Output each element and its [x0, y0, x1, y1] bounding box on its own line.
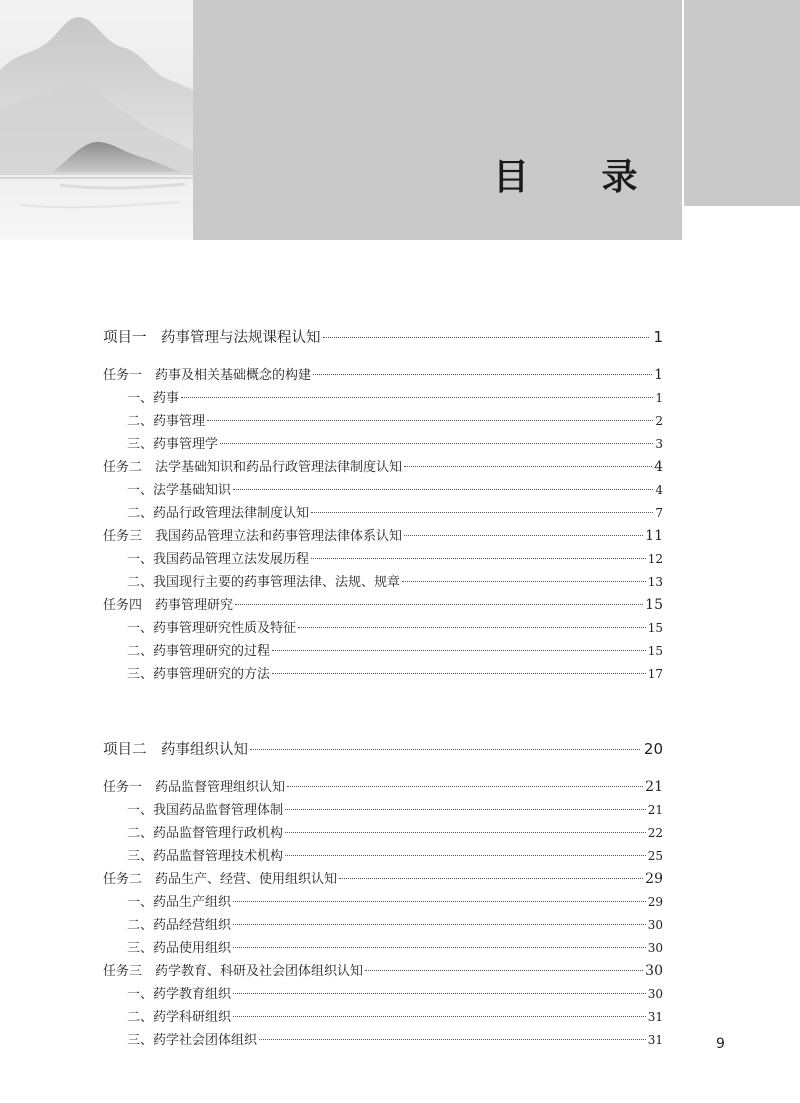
dot-leader	[233, 901, 646, 902]
toc-item[interactable]	[103, 891, 663, 914]
page-number: 9	[716, 1036, 725, 1052]
toc-task[interactable]	[103, 594, 663, 617]
toc-item-page: 4	[655, 483, 663, 497]
toc-item[interactable]	[103, 617, 663, 640]
toc-task-label: 任务四 药事管理研究	[103, 598, 234, 613]
toc-item-label: 一、法学基础知识	[127, 483, 232, 498]
dot-leader	[235, 604, 643, 605]
toc-item-label: 一、我国药品监督管理体制	[127, 803, 284, 818]
dot-leader	[250, 749, 640, 750]
toc-task-label: 任务三 药学教育、科研及社会团体组织认知	[103, 964, 364, 979]
dot-leader	[233, 993, 646, 994]
toc-project[interactable]	[103, 738, 663, 768]
toc-project-page: 20	[643, 740, 663, 758]
toc-item-page: 15	[647, 621, 663, 635]
toc-item[interactable]	[103, 822, 663, 845]
toc-item-page: 2	[655, 414, 663, 428]
toc-item[interactable]	[103, 845, 663, 868]
toc-item[interactable]	[103, 410, 663, 433]
toc-item[interactable]	[103, 1006, 663, 1029]
dot-leader	[220, 443, 653, 444]
toc-task[interactable]	[103, 456, 663, 479]
toc-item[interactable]	[103, 937, 663, 960]
toc-item-label: 二、药品监督管理行政机构	[127, 826, 284, 841]
toc-task-page: 29	[645, 871, 663, 887]
dot-leader	[311, 512, 653, 513]
dot-leader	[287, 786, 643, 787]
dot-leader	[233, 924, 646, 925]
toc-item[interactable]	[103, 387, 663, 410]
dot-leader	[285, 809, 646, 810]
toc-item-label: 三、药品监督管理技术机构	[127, 849, 284, 864]
toc-item-label: 一、药事	[127, 391, 180, 406]
toc-project-label: 项目一 药事管理与法规课程认知	[103, 330, 321, 346]
toc-item-page: 12	[647, 552, 663, 566]
toc-item-page: 25	[647, 849, 663, 863]
dot-leader	[233, 489, 653, 490]
toc-item-page: 7	[655, 506, 663, 520]
toc-task[interactable]	[103, 960, 663, 983]
toc-item-page: 3	[655, 437, 663, 451]
toc-item-page: 15	[647, 644, 663, 658]
dot-leader	[272, 673, 646, 674]
dot-leader	[285, 855, 646, 856]
dot-leader	[404, 466, 652, 467]
toc-item[interactable]	[103, 548, 663, 571]
toc-item-page: 1	[655, 391, 663, 405]
toc-item[interactable]	[103, 1029, 663, 1052]
toc-item-label: 一、药学教育组织	[127, 987, 232, 1002]
toc-task-label: 任务二 法学基础知识和药品行政管理法律制度认知	[103, 460, 403, 475]
toc-item-page: 29	[647, 895, 663, 909]
toc-item-label: 一、药事管理研究性质及特征	[127, 621, 297, 636]
header-tab	[682, 0, 800, 206]
dot-leader	[207, 420, 653, 421]
toc-project-page: 1	[653, 328, 663, 346]
toc-item-label: 三、药学社会团体组织	[127, 1033, 258, 1048]
toc-task-page: 4	[654, 459, 663, 475]
toc-item-page: 22	[647, 826, 663, 840]
toc-task[interactable]	[103, 525, 663, 548]
dot-leader	[233, 1016, 646, 1017]
toc-task[interactable]	[103, 868, 663, 891]
toc-task-label: 任务一 药品监督管理组织认知	[103, 780, 286, 795]
toc-item-label: 二、药品行政管理法律制度认知	[127, 506, 310, 521]
toc-item[interactable]	[103, 914, 663, 937]
toc-item-page: 17	[647, 667, 663, 681]
toc-item-label: 三、药事管理研究的方法	[127, 667, 271, 682]
toc-item-page: 13	[647, 575, 663, 589]
toc-task[interactable]	[103, 776, 663, 799]
dot-leader	[181, 397, 653, 398]
toc-task-page: 11	[645, 528, 663, 544]
header-illustration	[0, 0, 193, 240]
toc-item-label: 一、药品生产组织	[127, 895, 232, 910]
toc-item-label: 二、药事管理	[127, 414, 206, 429]
dot-leader	[365, 970, 643, 971]
dot-leader	[323, 337, 650, 338]
dot-leader	[339, 878, 643, 879]
toc-task-page: 1	[654, 367, 663, 383]
dot-leader	[272, 650, 646, 651]
toc-task-page: 15	[645, 597, 663, 613]
toc-task-page: 21	[645, 779, 663, 795]
toc-item[interactable]	[103, 479, 663, 502]
toc-task-label: 任务一 药事及相关基础概念的构建	[103, 368, 312, 383]
ink-landscape-icon	[0, 0, 193, 240]
toc-item-label: 三、药事管理学	[127, 437, 219, 452]
toc-item-label: 二、药事管理研究的过程	[127, 644, 271, 659]
dot-leader	[298, 627, 646, 628]
toc-item[interactable]	[103, 640, 663, 663]
toc-item[interactable]	[103, 571, 663, 594]
toc-item-page: 30	[647, 987, 663, 1001]
dot-leader	[311, 558, 646, 559]
toc-item[interactable]	[103, 433, 663, 456]
table-of-contents	[103, 320, 663, 1052]
toc-item-page: 31	[647, 1033, 663, 1047]
page-title: 目 录	[493, 156, 668, 198]
dot-leader	[404, 535, 643, 536]
toc-item-label: 二、药学科研组织	[127, 1010, 232, 1025]
toc-item-page: 31	[647, 1010, 663, 1024]
toc-item-label: 一、我国药品管理立法发展历程	[127, 552, 310, 567]
toc-item-label: 三、药品使用组织	[127, 941, 232, 956]
toc-item[interactable]	[103, 502, 663, 525]
toc-task-page: 30	[645, 963, 663, 979]
toc-item-page: 21	[647, 803, 663, 817]
toc-task[interactable]	[103, 364, 663, 387]
toc-project-label: 项目二 药事组织认知	[103, 742, 248, 758]
dot-leader	[313, 374, 652, 375]
dot-leader	[259, 1039, 646, 1040]
toc-project[interactable]	[103, 326, 663, 356]
toc-item-page: 30	[647, 941, 663, 955]
toc-task-label: 任务三 我国药品管理立法和药事管理法律体系认知	[103, 529, 403, 544]
toc-item-label: 二、我国现行主要的药事管理法律、法规、规章	[127, 575, 401, 590]
dot-leader	[402, 581, 646, 582]
dot-leader	[285, 832, 646, 833]
toc-item-page: 30	[647, 918, 663, 932]
toc-item[interactable]	[103, 799, 663, 822]
header-band	[193, 0, 682, 240]
toc-task-label: 任务二 药品生产、经营、使用组织认知	[103, 872, 338, 887]
dot-leader	[233, 947, 646, 948]
toc-item[interactable]	[103, 663, 663, 686]
toc-item[interactable]	[103, 983, 663, 1006]
toc-item-label: 二、药品经营组织	[127, 918, 232, 933]
